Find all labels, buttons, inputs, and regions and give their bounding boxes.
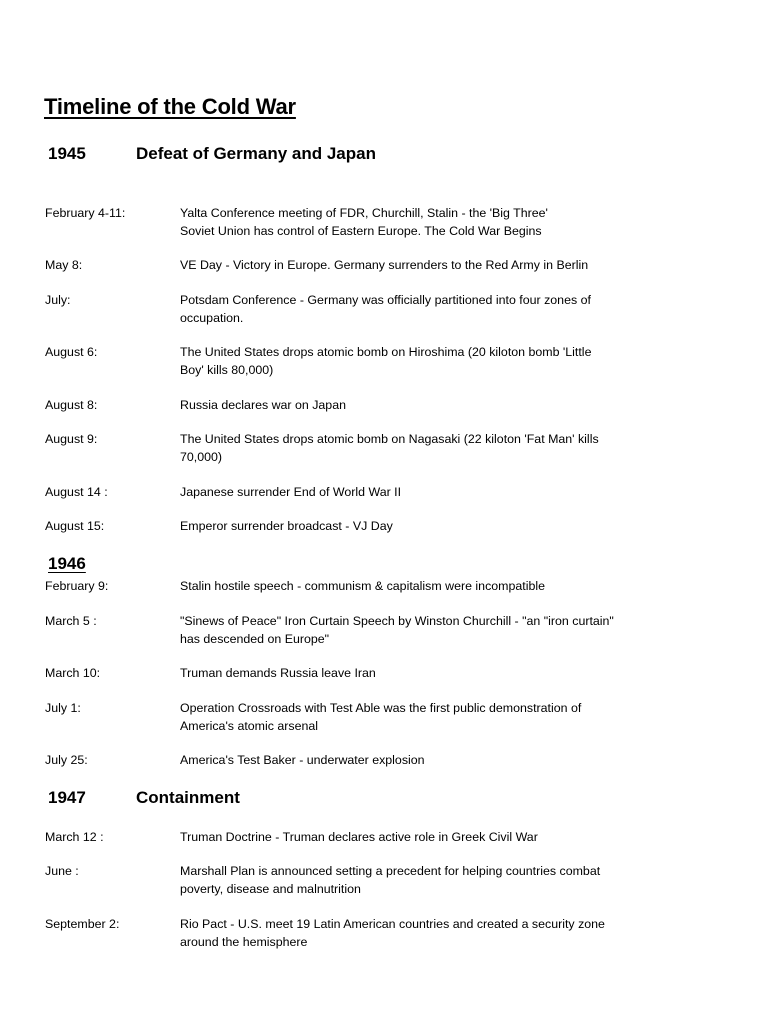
event-date: May 8: [45,258,83,272]
event-description: Japanese surrender End of World War II [180,485,402,499]
event-description: Russia declares war on Japan [180,398,346,412]
event-date: March 12 : [45,830,104,844]
event-description: Truman demands Russia leave Iran [180,666,376,680]
event-date: August 6: [45,345,98,359]
event-description: Stalin hostile speech - communism & capitalism were incompatible [180,579,545,593]
event-date: September 2: [45,917,120,931]
event-description: The United States drops atomic bomb on Hiroshima (20 kiloton bomb 'Little Boy' kills 80,000) [180,345,592,377]
section-heading-1947 [48,788,240,808]
event-description: "Sinews of Peace" Iron Curtain Speech by Winston Churchill - "an "iron curtain" has descended on Europe" [180,614,614,646]
event-date: March 10: [45,666,101,680]
section-year: 1946 [48,554,86,573]
event-date: August 14 : [45,485,108,499]
event-description: Rio Pact - U.S. meet 19 Latin American countries and created a security zone around the hemisphere [180,917,605,949]
event-description: America's Test Baker - underwater explosion [180,753,425,767]
event-date: February 9: [45,579,109,593]
event-description: Emperor surrender broadcast - VJ Day [180,519,393,533]
section-heading-1945 [48,144,376,164]
event-date: July: [45,293,71,307]
section-year: 1947 [48,788,86,807]
section-heading-1946 [48,554,136,574]
event-description: Marshall Plan is announced setting a precedent for helping countries combat poverty, disease and malnutrition [180,864,601,896]
section-title: Containment [136,788,240,807]
event-date: July 1: [45,701,81,715]
event-date: August 9: [45,432,98,446]
event-date: June : [45,864,79,878]
section-title: Defeat of Germany and Japan [136,144,376,163]
section-year: 1945 [48,144,86,163]
event-description: Potsdam Conference - Germany was officially partitioned into four zones of occupation. [180,293,591,325]
event-description: The United States drops atomic bomb on Nagasaki (22 kiloton 'Fat Man' kills 70,000) [180,432,599,464]
event-description: Operation Crossroads with Test Able was the first public demonstration of America's atomic arsenal [180,701,582,733]
event-date: March 5 : [45,614,97,628]
event-date: August 8: [45,398,98,412]
event-date: August 15: [45,519,105,533]
document-title: Timeline of the Cold War [44,94,296,119]
event-description: VE Day - Victory in Europe. Germany surrenders to the Red Army in Berlin [180,258,589,272]
event-date: July 25: [45,753,88,767]
event-date: February 4-11: [45,206,126,220]
event-description: Yalta Conference meeting of FDR, Churchill, Stalin - the 'Big Three' Soviet Union has control of Eastern Europe. The Cold War Begins [180,206,548,238]
event-description: Truman Doctrine - Truman declares active role in Greek Civil War [180,830,538,844]
